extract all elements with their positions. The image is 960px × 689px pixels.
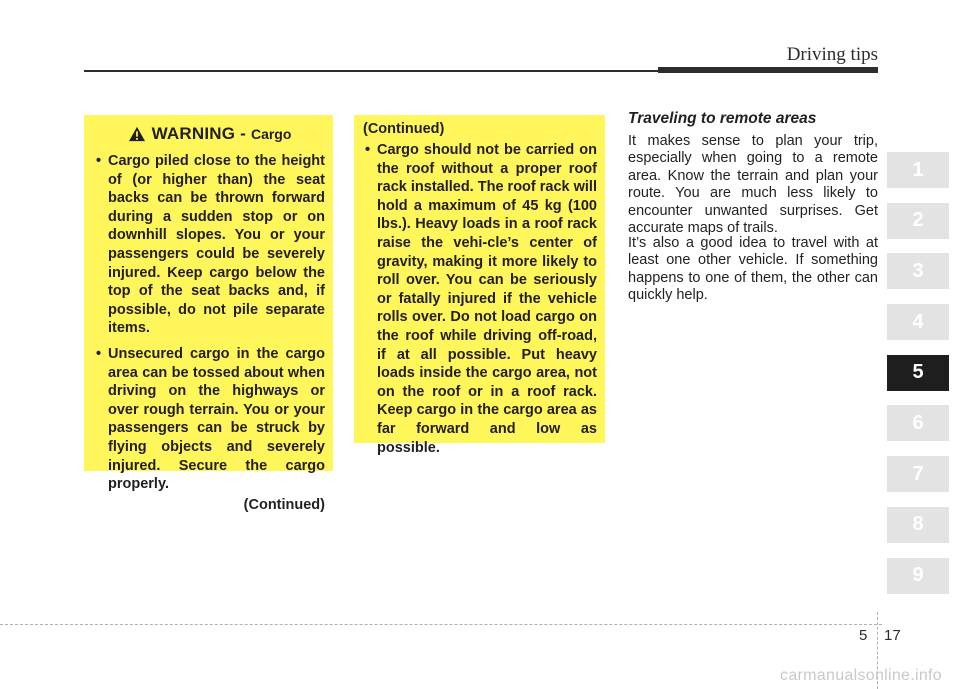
page-chapter-number: 5	[859, 627, 868, 644]
warning-heading	[94, 124, 325, 144]
chapter-tab-8[interactable]: 8	[887, 507, 949, 543]
warning-item: • Cargo should not be carried on the roof without a proper roof rack installed. The roof rack will hold a maximum of 45 kg (100 lbs.). Heavy loads in a roof rack raise the vehi-cle’s center of gravity, making it more likely to roll over. You can be seriously or fatally injured if the vehicle rolls over. Do not load cargo on the roof while driving off-road, if at all possible. Put heavy loads inside the cargo area, not on the roof or in a roof rack. Keep cargo in the cargo area as far forward and low as possible.	[363, 141, 597, 457]
page-header-title: Driving tips	[786, 44, 878, 65]
header-rule-accent	[658, 67, 878, 73]
chapter-tab-5[interactable]: 5	[887, 355, 949, 391]
section-title: Traveling to remote areas	[628, 110, 817, 127]
warning-continued-box	[354, 115, 605, 456]
warning-triangle-icon	[128, 126, 146, 142]
body-paragraph: It makes sense to plan your trip, especially when going to a remote area. Know the terrain and plan your route. You are much less likely to encounter unwanted surprises. Get accurate maps of trails.	[628, 133, 878, 237]
chapter-tab-2[interactable]: 2	[887, 203, 949, 239]
warning-subtitle: Cargo	[250, 126, 292, 142]
chapter-tab-6[interactable]: 6	[887, 405, 949, 441]
watermark: carmanualsonline.info	[780, 667, 942, 684]
footer-rule	[0, 624, 882, 625]
body-paragraph: It’s also a good idea to travel with at least one other vehicle. If something happens to one of them, the other can quickly help.	[628, 235, 878, 304]
warning-item: • Unsecured cargo in the cargo area can be tossed about when driving on the highways or over rough terrain. You or your passengers can be struck by flying objects and severely injured. Secure the cargo properly.	[94, 345, 325, 494]
chapter-tab-1[interactable]: 1	[887, 152, 949, 188]
chapter-tab-9[interactable]: 9	[887, 558, 949, 594]
warning-item: • Cargo piled close to the height of (or higher than) the seat backs can be thrown forward during a sudden stop or on downhill slopes. You or your passengers could be severely injured. Keep cargo below the top of the seat backs and, if possible, do not pile separate items.	[94, 152, 325, 338]
page-number: 17	[884, 627, 901, 644]
warning-box	[84, 115, 333, 513]
continued-label: (Continued)	[243, 496, 325, 513]
warning-list	[363, 141, 597, 457]
chapter-tab-7[interactable]: 7	[887, 456, 949, 492]
chapter-tab-3[interactable]: 3	[887, 253, 949, 289]
chapter-tabs	[887, 152, 949, 608]
warning-title: WARNING -	[151, 124, 246, 143]
continued-heading: (Continued)	[363, 121, 445, 137]
chapter-tab-4[interactable]: 4	[887, 304, 949, 340]
warning-list	[94, 152, 325, 494]
